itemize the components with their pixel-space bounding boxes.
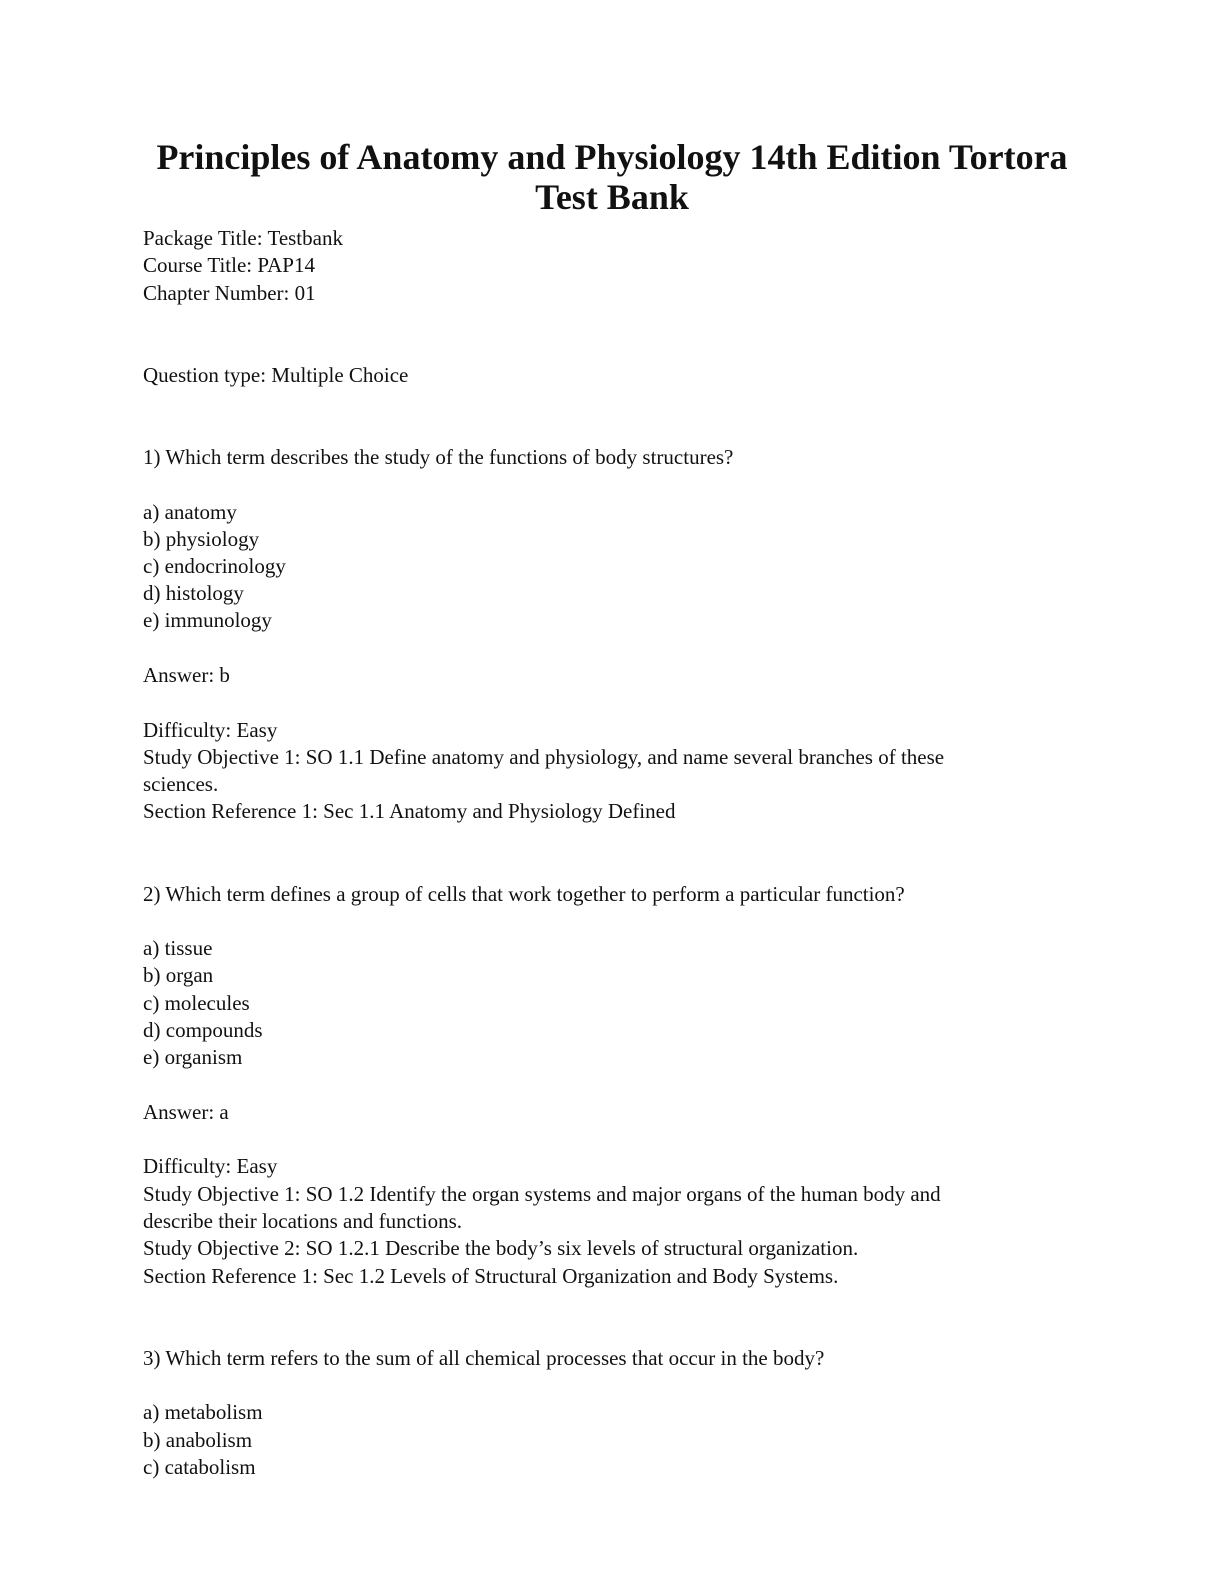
question-1-answer: Answer: b — [143, 663, 230, 687]
question-3-option-b: b) anabolism — [143, 1428, 253, 1452]
question-2-difficulty: Difficulty: Easy — [143, 1154, 278, 1178]
document-title-line-2: Test Bank — [535, 177, 689, 217]
question-type: Question type: Multiple Choice — [143, 363, 409, 387]
question-2-stem: 2) Which term defines a group of cells that work together to perform a particular function? — [143, 882, 905, 906]
question-2-section-reference: Section Reference 1: Sec 1.2 Levels of Structural Organization and Body Systems. — [143, 1264, 839, 1288]
course-title: Course Title: PAP14 — [143, 253, 315, 277]
question-2-option-b: b) organ — [143, 963, 214, 987]
question-1-option-b: b) physiology — [143, 527, 260, 551]
question-1-option-c: c) endocrinology — [143, 554, 286, 578]
question-2-study-objective-1: Study Objective 1: SO 1.2 Identify the organ systems and major organs of the human body and — [143, 1182, 941, 1206]
question-1-section-reference: Section Reference 1: Sec 1.1 Anatomy and Physiology Defined — [143, 799, 676, 823]
question-3-option-a: a) metabolism — [143, 1400, 263, 1424]
question-1-option-d: d) histology — [143, 581, 244, 605]
question-2-answer: Answer: a — [143, 1100, 229, 1124]
question-1-stem: 1) Which term describes the study of the functions of body structures? — [143, 445, 734, 469]
question-2-option-d: d) compounds — [143, 1018, 263, 1042]
question-2-option-a: a) tissue — [143, 936, 213, 960]
question-1-difficulty: Difficulty: Easy — [143, 718, 278, 742]
document-title-line-1: Principles of Anatomy and Physiology 14th Edition Tortora — [156, 137, 1068, 177]
question-2-option-c: c) molecules — [143, 991, 250, 1015]
question-1-option-e: e) immunology — [143, 608, 272, 632]
question-1-study-objective-1-cont: sciences. — [143, 772, 219, 796]
package-title: Package Title: Testbank — [143, 226, 343, 250]
question-2-option-e: e) organism — [143, 1045, 243, 1069]
question-3-option-c: c) catabolism — [143, 1455, 256, 1479]
question-2-study-objective-1-cont: describe their locations and functions. — [143, 1209, 462, 1233]
chapter-number: Chapter Number: 01 — [143, 281, 316, 305]
question-2-study-objective-2: Study Objective 2: SO 1.2.1 Describe the body’s six levels of structural organization. — [143, 1236, 859, 1260]
question-1-study-objective-1: Study Objective 1: SO 1.1 Define anatomy and physiology, and name several branches of these — [143, 745, 945, 769]
question-1-option-a: a) anatomy — [143, 500, 237, 524]
question-3-stem: 3) Which term refers to the sum of all chemical processes that occur in the body? — [143, 1346, 825, 1370]
